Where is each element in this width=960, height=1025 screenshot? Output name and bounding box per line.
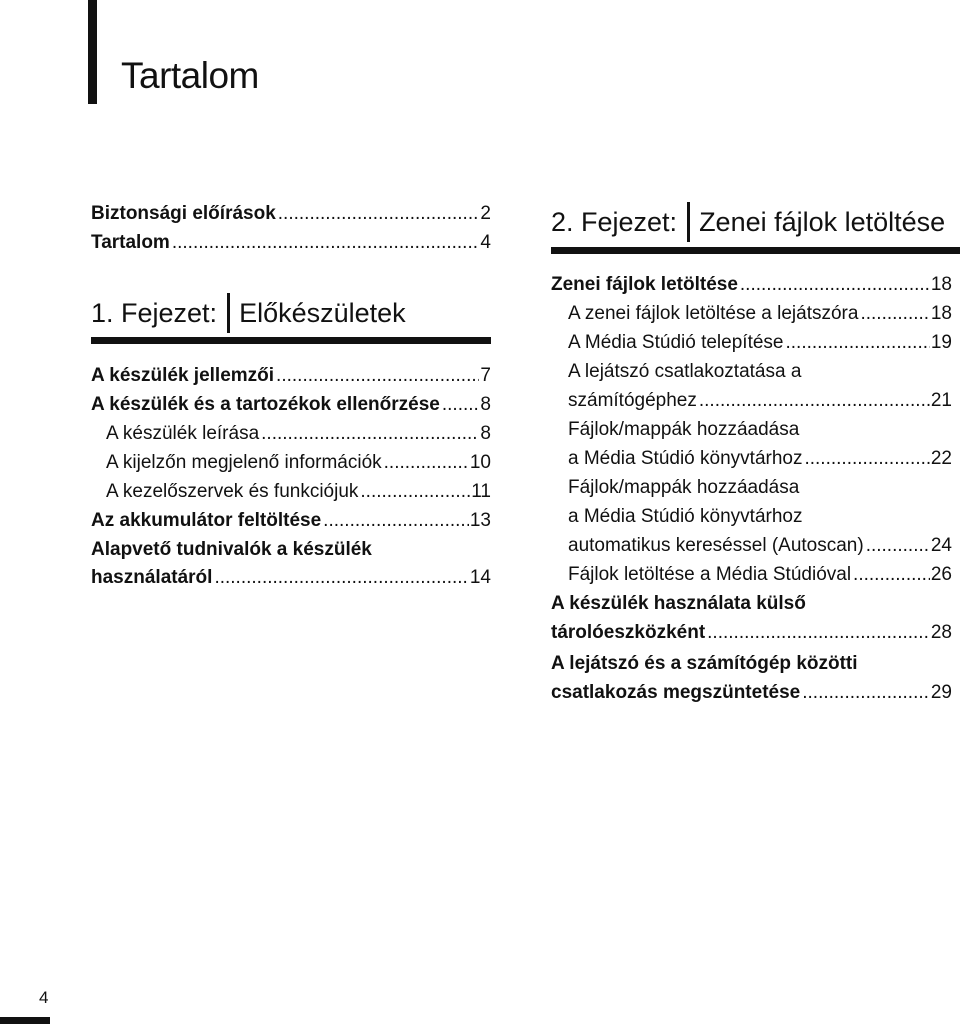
toc-page-number: 26: [930, 564, 952, 585]
toc-leader-dots: [384, 451, 469, 475]
toc-entry-line: Fájlok/mappák hozzáadása: [568, 419, 800, 440]
toc-page-number: 10: [469, 452, 491, 473]
toc-entry[interactable]: [106, 422, 491, 446]
chapter-separator: [687, 202, 690, 242]
toc-page-number: 29: [930, 682, 952, 703]
toc-page-number: 24: [930, 535, 952, 556]
toc-entry-line: a Média Stúdió könyvtárhoz: [568, 506, 803, 527]
chapter-separator: [227, 293, 230, 333]
toc-leader-dots: [323, 509, 469, 533]
toc-page-number: 19: [930, 332, 952, 353]
toc-entry[interactable]: [568, 302, 952, 326]
toc-entry-text: Az akkumulátor feltöltése: [91, 510, 322, 531]
toc-entry[interactable]: [568, 563, 952, 587]
toc-entry-line: Fájlok/mappák hozzáadása: [568, 477, 800, 498]
toc-leader-dots: [707, 621, 930, 645]
toc-entry-text: A kezelőszervek és funkciójuk: [106, 481, 359, 502]
toc-page-number: 14: [469, 567, 491, 588]
toc-entry-text: használatáról: [91, 567, 213, 588]
page-title: Tartalom: [121, 55, 259, 96]
chapter-2-heading: [551, 202, 945, 242]
toc-entry[interactable]: [568, 389, 952, 413]
toc-leader-dots: [699, 389, 930, 413]
toc-entry[interactable]: [551, 621, 952, 645]
top-vertical-bar: [88, 0, 97, 104]
toc-entry-text: Fájlok letöltése a Média Stúdióval: [568, 564, 852, 585]
chapter-1-rule: [91, 337, 491, 344]
toc-entry[interactable]: [91, 202, 491, 226]
toc-entry[interactable]: [568, 447, 952, 471]
toc-entry-text: A készülék és a tartozékok ellenőrzése: [91, 394, 440, 415]
toc-leader-dots: [276, 364, 479, 388]
toc-page-number: 7: [480, 365, 491, 386]
toc-entry-text: számítógéphez: [568, 390, 697, 411]
toc-leader-dots: [785, 331, 929, 355]
toc-entry-line: A lejátszó és a számítógép közötti: [551, 653, 858, 674]
toc-entry-text: a Média Stúdió könyvtárhoz: [568, 448, 803, 469]
toc-entry[interactable]: [106, 480, 491, 504]
toc-entry-text: automatikus kereséssel (Autoscan): [568, 535, 864, 556]
toc-entry[interactable]: [551, 273, 952, 297]
toc-entry[interactable]: [91, 231, 491, 255]
toc-entry-line: A készülék használata külső: [551, 593, 806, 614]
toc-entry[interactable]: [91, 364, 491, 388]
toc-entry-text: A Média Stúdió telepítése: [568, 332, 784, 353]
toc-entry[interactable]: [568, 331, 952, 355]
footer-rule: [0, 1017, 50, 1024]
toc-leader-dots: [261, 422, 479, 446]
toc-page-number: 8: [480, 394, 491, 415]
toc-leader-dots: [802, 681, 930, 705]
chapter-title: Zenei fájlok letöltése: [699, 206, 946, 237]
page-number: 4: [39, 988, 49, 1007]
toc-entry-text: Biztonsági előírások: [91, 203, 276, 224]
toc-leader-dots: [442, 393, 480, 417]
toc-entry[interactable]: [551, 681, 952, 705]
toc-entry-text: A készülék jellemzői: [91, 365, 275, 386]
chapter-1-heading: [91, 293, 406, 333]
toc-entry[interactable]: [91, 509, 491, 533]
toc-entry-line: A lejátszó csatlakoztatása a: [568, 361, 802, 382]
chapter-2-rule: [551, 247, 960, 254]
toc-leader-dots: [860, 302, 929, 326]
toc-entry[interactable]: [106, 451, 491, 475]
toc-page-number: 4: [480, 232, 491, 253]
toc-page-number: 11: [471, 481, 491, 502]
toc-leader-dots: [740, 273, 930, 297]
chapter-number: 2. Fejezet:: [551, 206, 678, 237]
toc-page-number: 28: [930, 622, 952, 643]
toc-page-number: 21: [930, 390, 952, 411]
toc-entry-text: A kijelzőn megjelenő információk: [106, 452, 382, 473]
toc-leader-dots: [866, 534, 930, 558]
toc-page-number: 22: [930, 448, 952, 469]
chapter-number: 1. Fejezet:: [91, 297, 218, 328]
toc-page-number: 18: [930, 274, 952, 295]
toc-leader-dots: [853, 563, 930, 587]
toc-entry-line: Alapvető tudnivalók a készülék: [91, 539, 372, 560]
toc-leader-dots: [360, 480, 470, 504]
toc-entry-text: Tartalom: [91, 232, 170, 253]
toc-leader-dots: [172, 231, 480, 255]
toc-entry-text: A készülék leírása: [106, 423, 260, 444]
toc-entry-text: Zenei fájlok letöltése: [551, 274, 738, 295]
chapter-title: Előkészületek: [239, 297, 406, 328]
toc-entry[interactable]: [568, 534, 952, 558]
toc-entry[interactable]: [91, 566, 491, 590]
toc-leader-dots: [278, 202, 480, 226]
toc-entry-text: tárolóeszközként: [551, 622, 706, 643]
toc-page-number: 8: [480, 423, 491, 444]
toc-entry-text: csatlakozás megszüntetése: [551, 682, 801, 703]
toc-entry-text: A zenei fájlok letöltése a lejátszóra: [568, 303, 859, 324]
toc-leader-dots: [804, 447, 929, 471]
toc-page-number: 18: [930, 303, 952, 324]
toc-page-number: 2: [480, 203, 491, 224]
toc-page-number: 13: [469, 510, 491, 531]
toc-entry[interactable]: [91, 393, 491, 417]
toc-leader-dots: [214, 566, 468, 590]
